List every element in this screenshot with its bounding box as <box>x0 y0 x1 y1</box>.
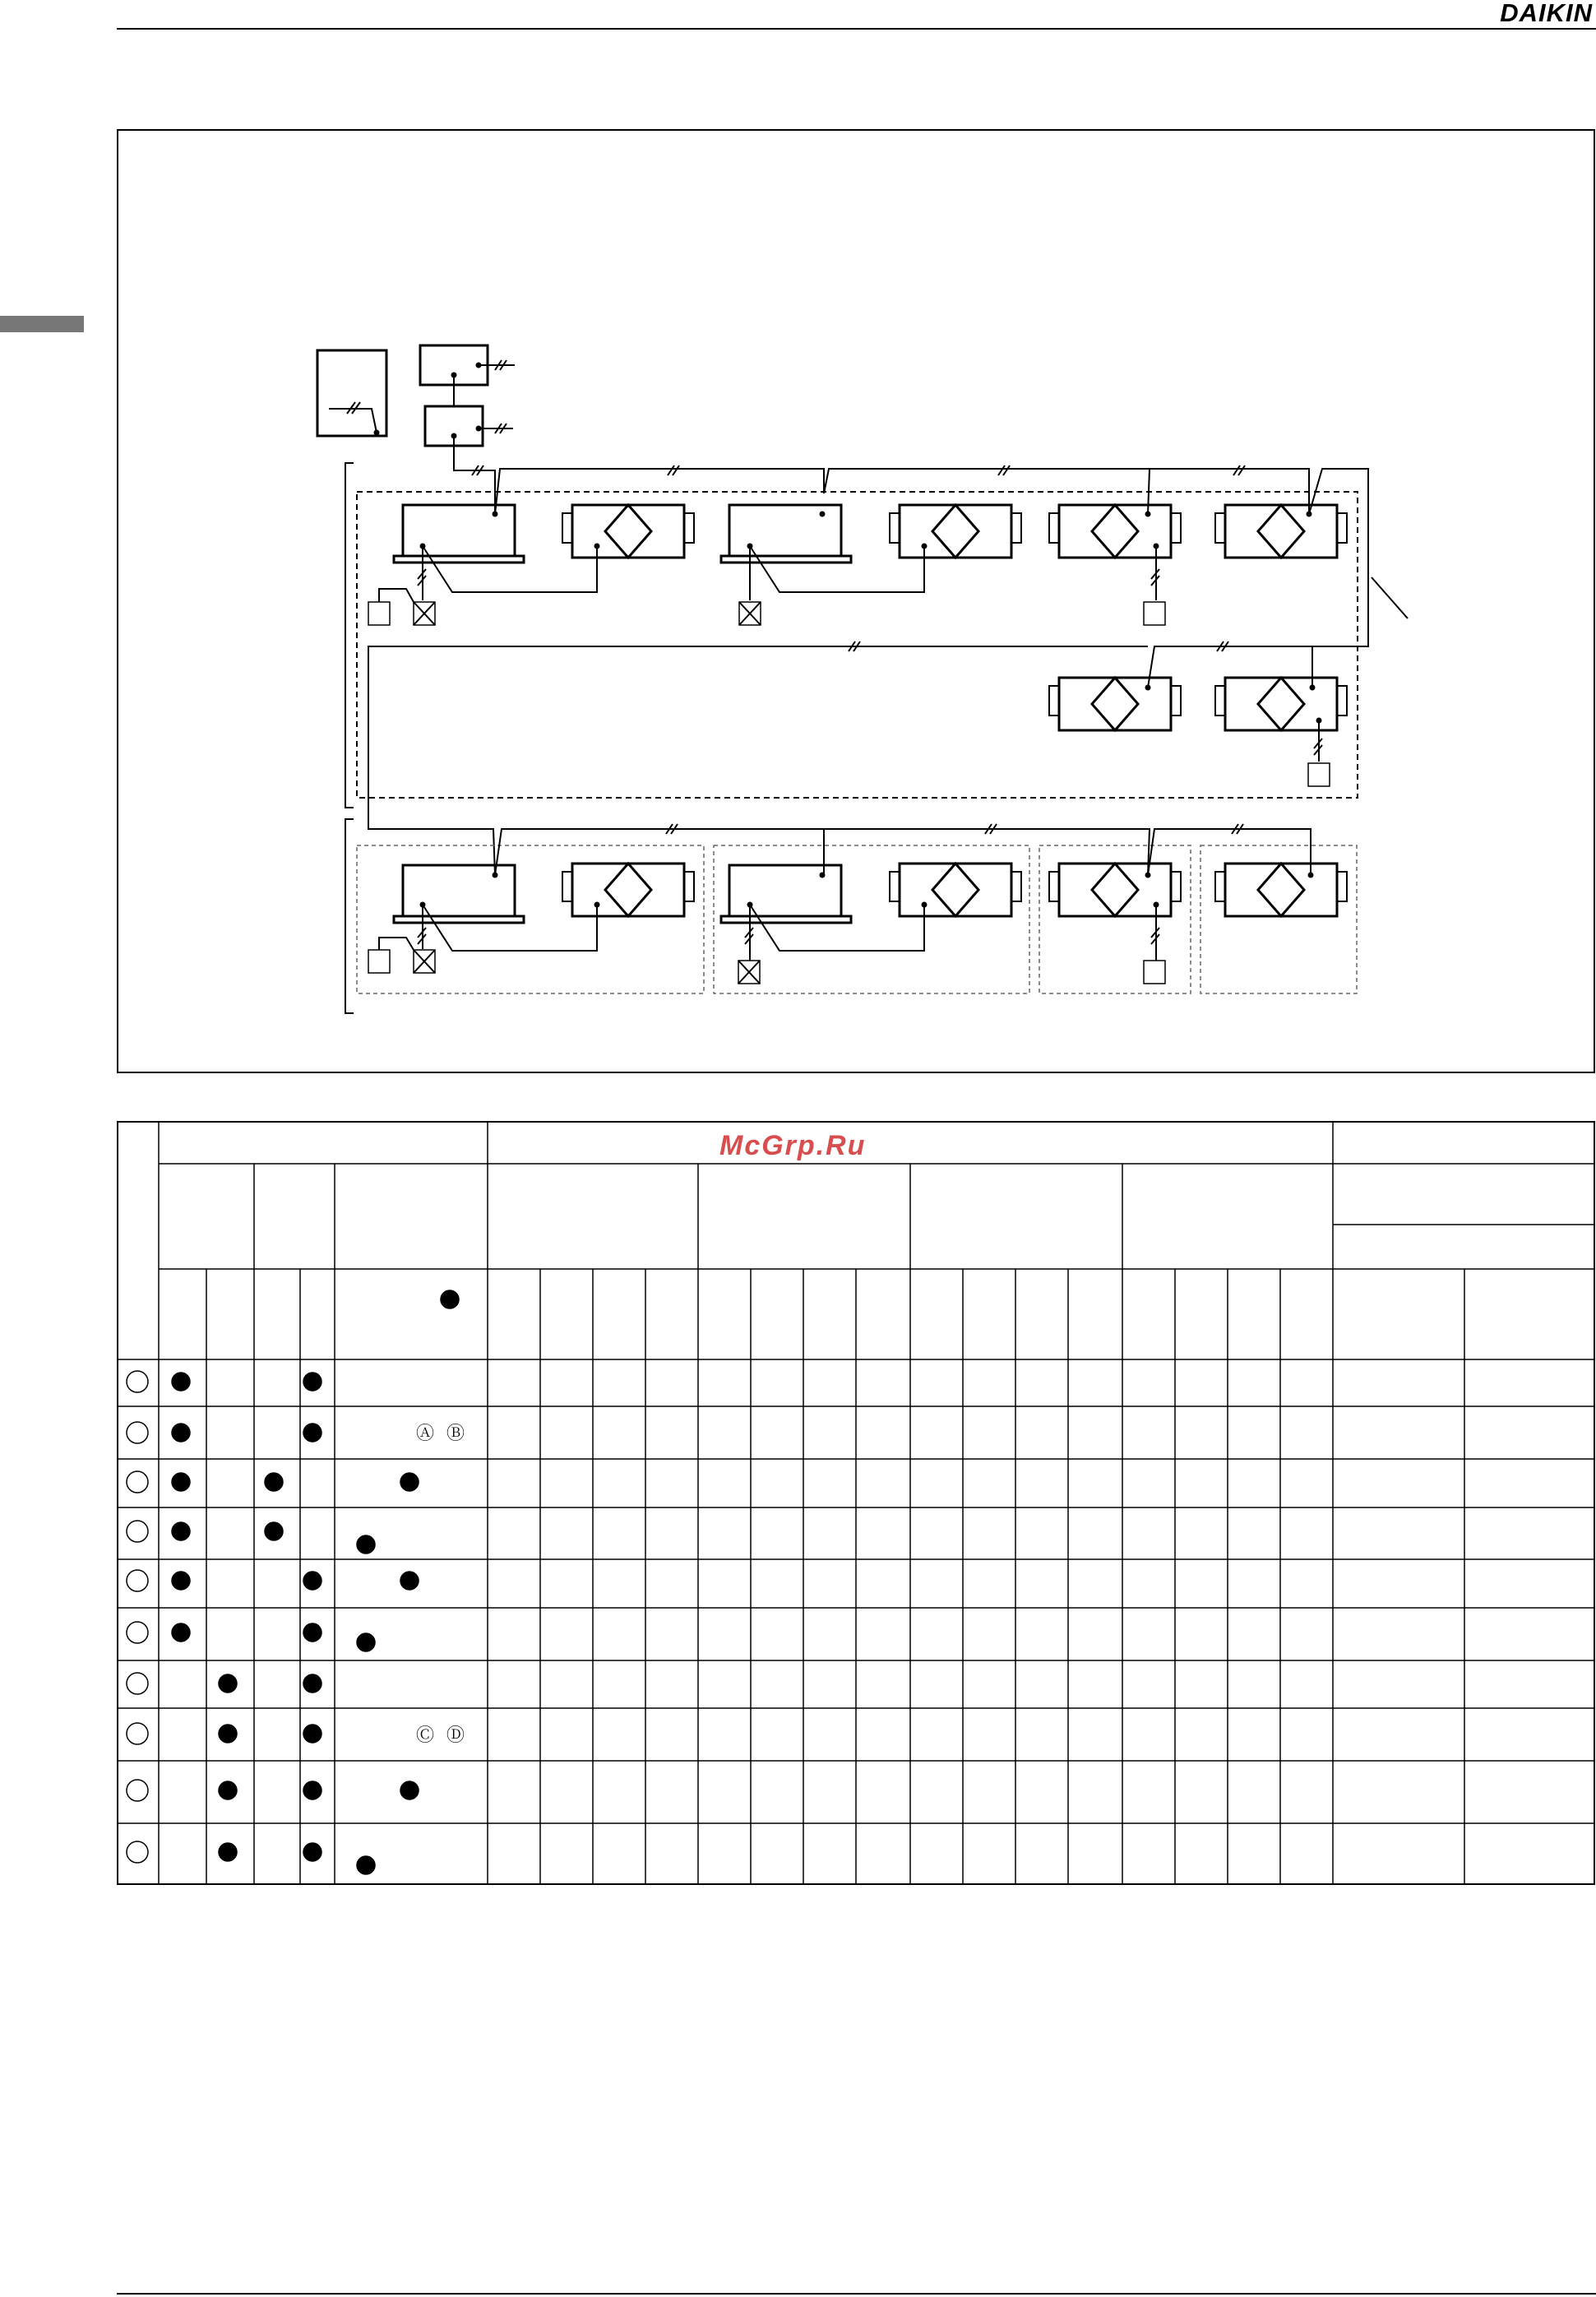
row-index-circle-2 <box>127 1422 148 1443</box>
row-index-circle-1 <box>127 1371 148 1392</box>
filled-dot-9 <box>357 1535 375 1554</box>
filled-dot-18 <box>219 1725 237 1743</box>
filled-dot-19 <box>303 1725 322 1743</box>
filled-dot-16 <box>219 1674 237 1693</box>
daikin-logo: DAIKIN <box>1500 0 1593 27</box>
watermark: McGrp.Ru <box>719 1130 867 1161</box>
filled-dot-6 <box>400 1473 419 1491</box>
filled-dot-13 <box>172 1623 190 1642</box>
filled-dot-1 <box>303 1373 322 1391</box>
filled-dot-12 <box>400 1572 419 1590</box>
legend-letter-d: Ⓓ <box>446 1725 465 1746</box>
filled-dot-4 <box>172 1473 190 1491</box>
filled-dot-23 <box>219 1843 237 1861</box>
filled-dot-5 <box>265 1473 283 1491</box>
filled-dot-15 <box>357 1633 375 1651</box>
filled-dot-10 <box>172 1572 190 1590</box>
row-index-circle-10 <box>127 1841 148 1863</box>
filled-dot-11 <box>303 1572 322 1590</box>
filled-dot-2 <box>172 1424 190 1442</box>
row-index-circle-9 <box>127 1780 148 1801</box>
footer-rule <box>117 2293 1596 2295</box>
filled-dot-3 <box>303 1424 322 1442</box>
row-index-circle-3 <box>127 1471 148 1493</box>
filled-dot-17 <box>303 1674 322 1693</box>
filled-dot-20 <box>219 1781 237 1799</box>
row-index-circle-7 <box>127 1673 148 1694</box>
filled-dot-21 <box>303 1781 322 1799</box>
row-index-circle-4 <box>127 1521 148 1542</box>
legend-letter-a: Ⓐ <box>416 1424 435 1444</box>
filled-dot-22 <box>400 1781 419 1799</box>
legend-letter-c: Ⓒ <box>416 1725 435 1746</box>
row-index-circle-5 <box>127 1570 148 1591</box>
filled-dot-25 <box>357 1856 375 1874</box>
filled-dot-26 <box>441 1290 459 1308</box>
filled-dot-24 <box>303 1843 322 1861</box>
row-index-circle-8 <box>127 1723 148 1744</box>
filled-dot-8 <box>265 1522 283 1540</box>
legend-letter-b: Ⓑ <box>446 1424 465 1444</box>
filled-dot-14 <box>303 1623 322 1642</box>
row-index-circle-6 <box>127 1622 148 1643</box>
filled-dot-0 <box>172 1373 190 1391</box>
filled-dot-7 <box>172 1522 190 1540</box>
